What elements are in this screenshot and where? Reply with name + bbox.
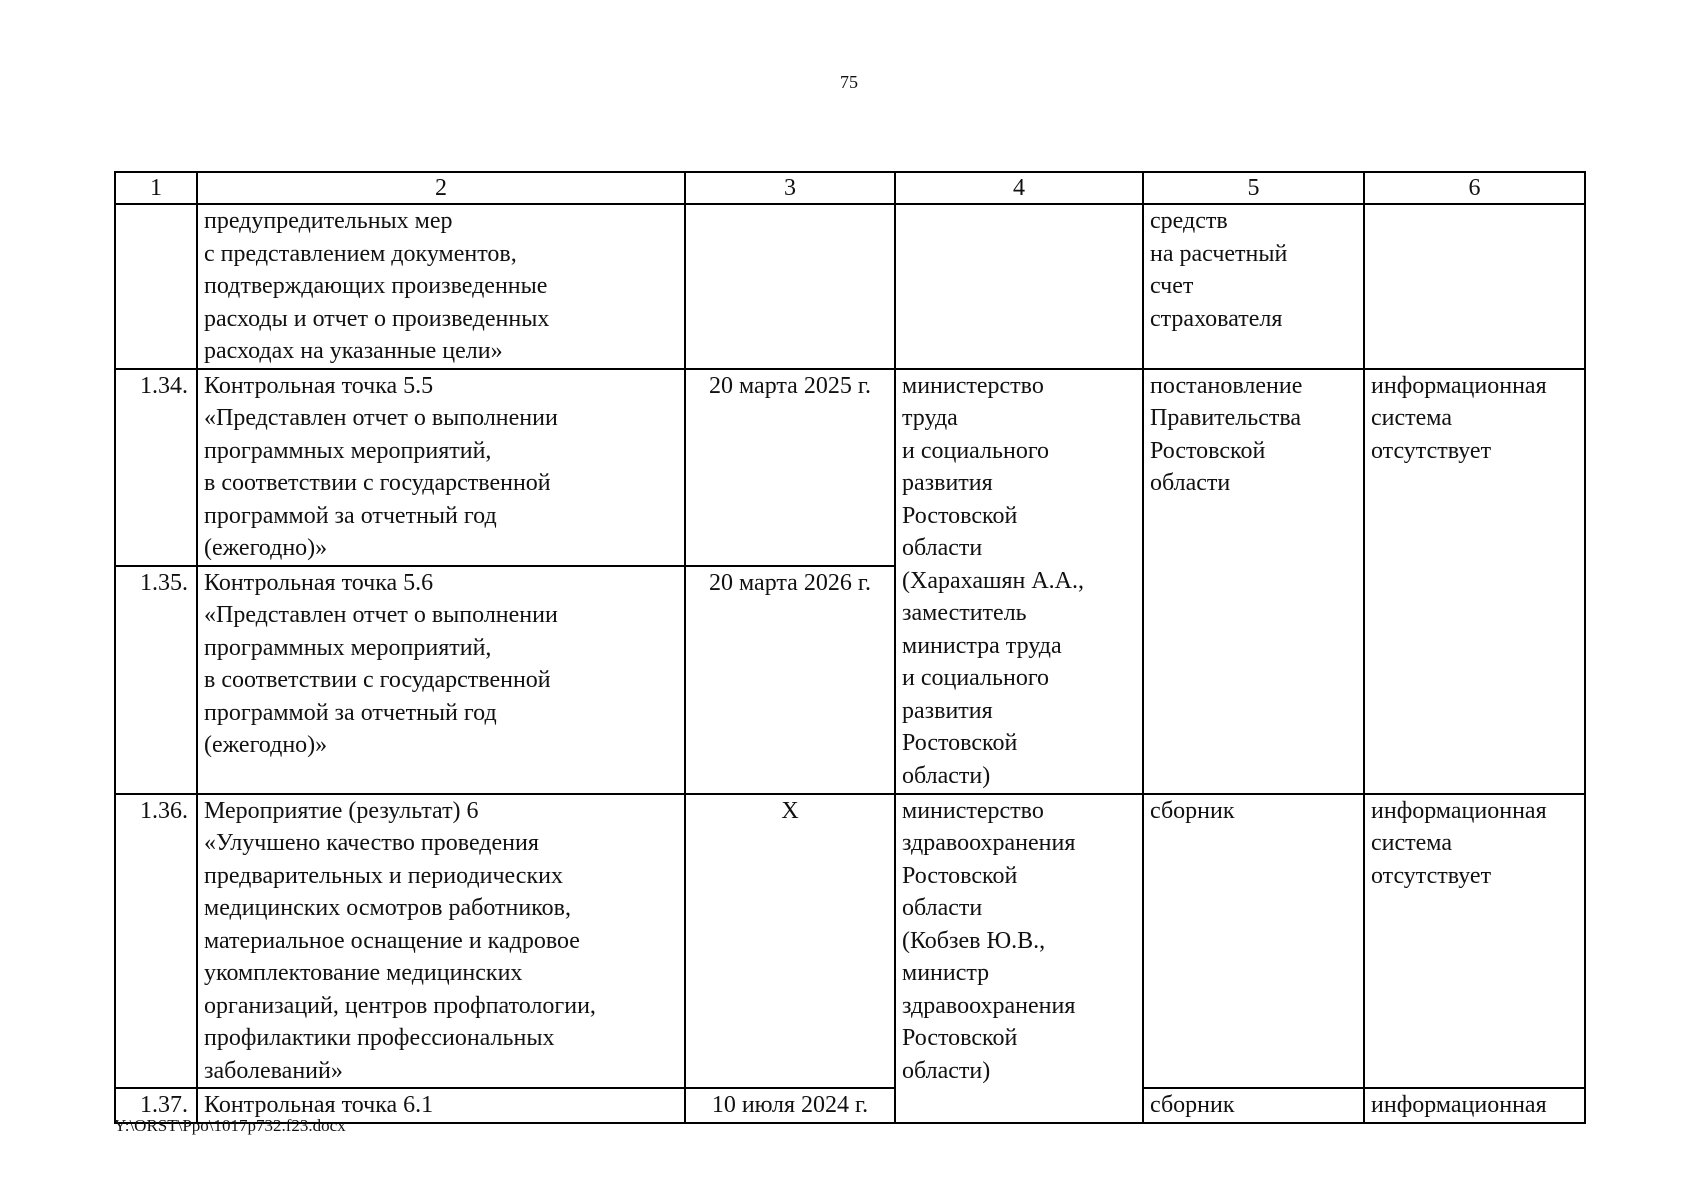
row-document: средств на расчетный счет страхователя	[1143, 204, 1364, 369]
row-document: сборник	[1143, 794, 1364, 1089]
header-cell: 5	[1143, 172, 1364, 204]
row-number: 1.34.	[115, 369, 197, 566]
row-info-system: информационная система отсутствует	[1364, 794, 1585, 1089]
table-row	[115, 794, 1585, 1089]
row-description: Контрольная точка 5.5 «Представлен отчет о выполнении программных мероприятий, в соответствии с государственной программой за отчетный год (ежегодно)»	[197, 369, 685, 566]
row-responsible: министерство труда и социального развития Ростовской области (Харахашян А.А., заместитель министра труда и социального развития Ростовской области)	[895, 369, 1143, 794]
table-header-row	[115, 172, 1585, 204]
row-responsible: министерство здравоохранения Ростовской области (Кобзев Ю.В., министр здравоохранения Ростовской области)	[895, 794, 1143, 1123]
table-row	[115, 204, 1585, 369]
header-cell: 6	[1364, 172, 1585, 204]
row-description: Контрольная точка 5.6 «Представлен отчет о выполнении программных мероприятий, в соответствии с государственной программой за отчетный год (ежегодно)»	[197, 566, 685, 794]
row-info-system: информационная система отсутствует	[1364, 369, 1585, 794]
row-deadline: 10 июля 2024 г.	[685, 1088, 895, 1123]
header-cell: 2	[197, 172, 685, 204]
document-table	[114, 171, 1586, 1124]
row-number: 1.36.	[115, 794, 197, 1089]
row-responsible	[895, 204, 1143, 369]
row-deadline	[685, 204, 895, 369]
row-deadline: X	[685, 794, 895, 1089]
header-cell: 3	[685, 172, 895, 204]
row-number: 1.37.	[115, 1088, 197, 1123]
row-description: предупредительных мер с представлением документов, подтверждающих произведенные расходы и отчет о произведенных расходах на указанные цели»	[197, 204, 685, 369]
row-info-system	[1364, 204, 1585, 369]
row-deadline: 20 марта 2026 г.	[685, 566, 895, 794]
row-info-system: информационная	[1364, 1088, 1585, 1123]
row-number	[115, 204, 197, 369]
row-document: сборник	[1143, 1088, 1364, 1123]
row-description: Контрольная точка 6.1	[197, 1088, 685, 1123]
footer-file-path: Y:\ORST\Ppo\1017p732.f23.docx	[114, 1116, 346, 1135]
header-cell: 1	[115, 172, 197, 204]
row-description: Мероприятие (результат) 6 «Улучшено качество проведения предварительных и периодических медицинских осмотров работников, материальное оснащение и кадровое укомплектование медицинских организаций, центров профпатологии, профилактики профессиональных заболеваний»	[197, 794, 685, 1089]
header-cell: 4	[895, 172, 1143, 204]
page-number: 75	[840, 72, 858, 92]
row-number: 1.35.	[115, 566, 197, 794]
table-row	[115, 369, 1585, 566]
row-deadline: 20 марта 2025 г.	[685, 369, 895, 566]
row-document: постановление Правительства Ростовской области	[1143, 369, 1364, 794]
